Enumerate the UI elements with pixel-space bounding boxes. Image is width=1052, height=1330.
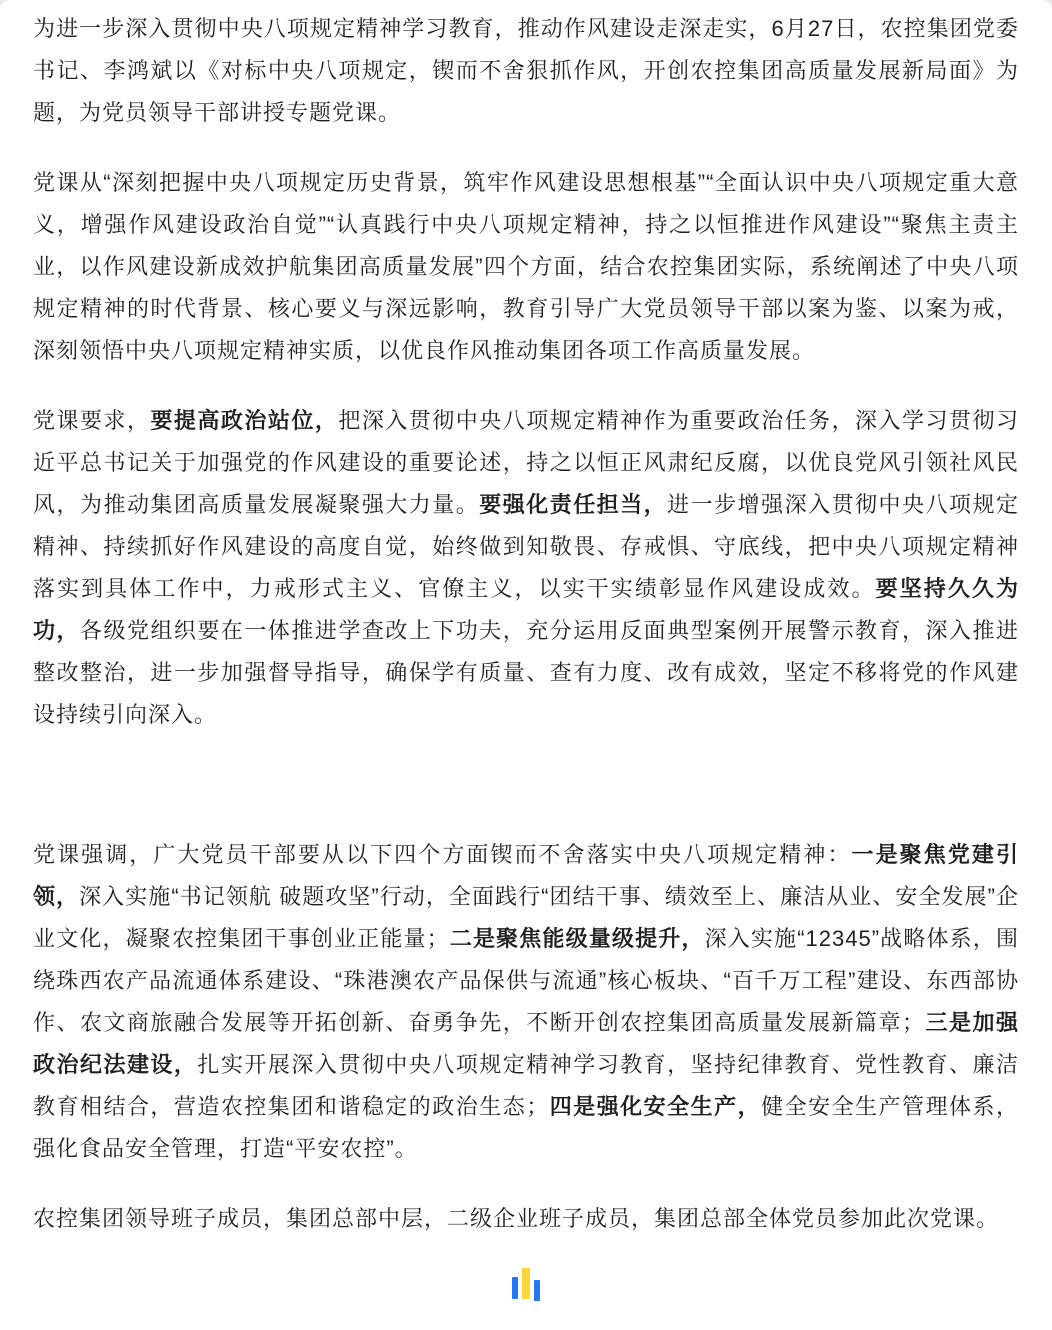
text-run: 进一步增强深入贯彻中央八项规定精神、持续抓好作风建设的高度自觉，始终做到知敬畏、存戒惧、守底线，把中央八项规定精神落实到具体工作中，力戒形式主义、官僚主义，以实干实绩彰显作风建设成效。 <box>33 492 1019 601</box>
bold-text-run: 要坚持久久为功， <box>33 576 1019 643</box>
paragraph <box>33 400 1019 736</box>
text-run: 为进一步深入贯彻中央八项规定精神学习教育，推动作风建设走深走实，6月27日，农控集团党委书记、李鸿斌以《对标中央八项规定，锲而不舍狠抓作风，开创农控集团高质量发展新局面》为题，为党员领导干部讲授专题党课。 <box>33 16 1019 125</box>
bold-text-run: 一是聚焦党建引领， <box>33 842 1019 909</box>
paragraph-spacer <box>33 764 1019 806</box>
text-run: 各级党组织要在一体推进学查改上下功夫，充分运用反面典型案例开展警示教育，深入推进整改整治，进一步加强督导指导，确保学有质量、查有力度、改有成效，坚定不移将党的作风建设持续引向深入。 <box>33 618 1019 727</box>
text-run: 党课要求， <box>33 408 151 433</box>
paragraph <box>33 8 1019 134</box>
text-run: 健全安全生产管理体系，强化食品安全管理，打造“平安农控”。 <box>33 1094 1019 1161</box>
text-run: 党课强调，广大党员干部要从以下四个方面锲而不舍落实中央八项规定精神： <box>33 842 852 867</box>
bold-text-run: 二是聚焦能级量级提升， <box>449 926 705 951</box>
paragraph <box>33 834 1019 1170</box>
brand-bars-logo <box>33 1268 1019 1304</box>
text-run: 农控集团领导班子成员，集团总部中层，二级企业班子成员，集团总部全体党员参加此次党课。 <box>33 1206 1000 1231</box>
text-run: 扎实开展深入贯彻中央八项规定精神学习教育，坚持纪律教育、党性教育、廉洁教育相结合，营造农控集团和谐稳定的政治生态； <box>33 1052 1019 1119</box>
text-run: 深入实施“书记领航 破题攻坚”行动，全面践行“团结干事、绩效至上、廉洁从业、安全发展”企业文化，凝聚农控集团干事创业正能量； <box>33 884 1019 951</box>
text-run: 党课从“深刻把握中央八项规定历史背景，筑牢作风建设思想根基”“全面认识中央八项规定重大意义，增强作风建设政治自觉”“认真践行中央八项规定精神，持之以恒推进作风建设”“聚焦主责主业，以作风建设新成效护航集团高质量发展”四个方面，结合农控集团实际，系统阐述了中央八项规定精神的时代背景、核心要义与深远影响，教育引导广大党员领导干部以案为鉴、以案为戒，深刻领悟中央八项规定精神实质，以优良作风推动集团各项工作高质量发展。 <box>33 170 1019 363</box>
logo-bar-right-blue <box>534 1280 540 1301</box>
logo-bar-middle-yellow <box>522 1268 530 1299</box>
paragraph <box>33 162 1019 372</box>
bold-text-run: 四是强化安全生产， <box>549 1094 762 1119</box>
text-run: 把深入贯彻中央八项规定精神作为重要政治任务，深入学习贯彻习近平总书记关于加强党的作风建设的重要论述，持之以恒正风肃纪反腐，以优良党风引领社风民风，为推动集团高质量发展凝聚强大力量。 <box>33 408 1019 517</box>
bold-text-run: 三是加强政治纪法建设， <box>33 1010 1019 1077</box>
article-body <box>33 8 1019 1240</box>
bold-text-run: 要提高政治站位， <box>150 408 339 433</box>
paragraph <box>33 1198 1019 1240</box>
bold-text-run: 要强化责任担当， <box>479 492 668 517</box>
text-run: 深入实施“12345”战略体系，围绕珠西农产品流通体系建设、“珠港澳农产品保供与流通”核心板块、“百千万工程”建设、东西部协作、农文商旅融合发展等开拓创新、奋勇争先，不断开创农控集团高质量发展新篇章； <box>33 926 1019 1035</box>
logo-bar-left-blue <box>512 1277 518 1299</box>
